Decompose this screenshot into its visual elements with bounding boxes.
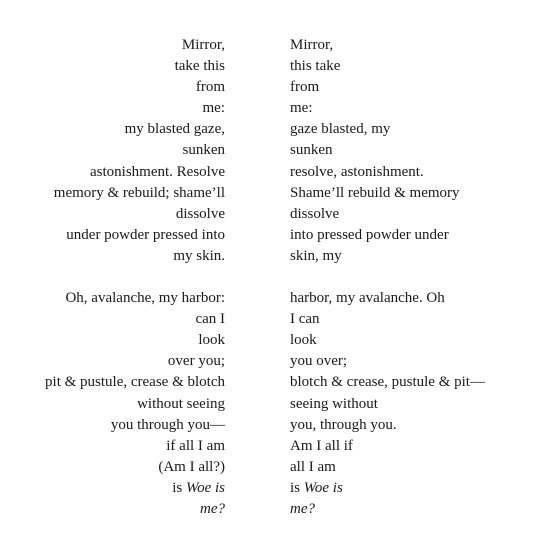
poem-line [45, 394, 225, 415]
line-text: memory & rebuild; shame’ll [53, 184, 225, 201]
poem-line [45, 415, 225, 436]
line-text: seeing without [290, 395, 378, 412]
poem-line [290, 372, 485, 393]
line-text: look [198, 332, 225, 349]
line-text: my blasted gaze, [124, 121, 225, 138]
poem-line [290, 436, 485, 457]
line-text: pit & pustule, crease & blotch [45, 374, 225, 391]
poem-line [290, 98, 485, 119]
line-text: you over; [290, 353, 348, 370]
poem-line [45, 499, 225, 520]
poem-line [45, 457, 225, 478]
poem-line [45, 372, 225, 393]
poem-line [45, 330, 225, 351]
poem-line [45, 225, 225, 246]
line-italic-text: me? [200, 500, 225, 517]
line-text: all I am [290, 458, 336, 475]
poem-line [290, 457, 485, 478]
poem-line [45, 183, 225, 204]
poem-line [290, 204, 485, 225]
line-text: sunken [290, 142, 333, 159]
poem-line [290, 394, 485, 415]
poem-line [45, 162, 225, 183]
line-text: resolve, astonishment. [290, 163, 424, 180]
line-text: without seeing [137, 395, 225, 412]
poem-line [45, 478, 225, 499]
line-text: take this [174, 58, 225, 75]
line-text: look [290, 332, 317, 349]
poem-line [290, 499, 485, 520]
line-italic-text: me? [290, 500, 315, 517]
poem-line [290, 35, 485, 56]
poem-line [45, 351, 225, 372]
poem-line [45, 288, 225, 309]
poem-line [290, 225, 485, 246]
line-text: sunken [182, 142, 225, 159]
poem-line [45, 246, 225, 267]
line-text: from [290, 79, 320, 96]
line-text: Mirror, [290, 37, 334, 53]
line-text: can I [195, 311, 225, 328]
poem-line [290, 478, 485, 499]
line-text: you, through you. [290, 416, 397, 433]
line-text: dissolve [290, 205, 340, 222]
line-text: is [172, 479, 186, 496]
line-text: Am I all if [290, 437, 353, 454]
poem-line [290, 288, 485, 309]
stanza-left-1 [45, 35, 225, 267]
line-text: into pressed powder under [290, 226, 449, 243]
poem-column-left [45, 35, 225, 520]
line-text: my skin. [173, 247, 225, 264]
stanza-left-2 [45, 288, 225, 520]
stanza-right-2 [290, 288, 485, 520]
line-text: this take [290, 58, 341, 75]
stanza-right-1 [290, 35, 485, 267]
line-text: me: [290, 100, 313, 117]
line-text: gaze blasted, my [290, 121, 391, 138]
poem-line [45, 119, 225, 140]
line-text: under powder pressed into [66, 226, 225, 243]
poem-line [45, 35, 225, 56]
poem-line [290, 77, 485, 98]
line-text: you through you— [110, 416, 225, 433]
poem-line [290, 56, 485, 77]
poem-line [290, 183, 485, 204]
poem-line [290, 119, 485, 140]
line-text: over you; [167, 353, 225, 370]
poem-line [290, 309, 485, 330]
poem-line [290, 330, 485, 351]
poem-line [45, 77, 225, 98]
poem-line [290, 351, 485, 372]
poem-line [45, 204, 225, 225]
line-text: dissolve [175, 205, 225, 222]
line-text: Oh, avalanche, my harbor: [65, 290, 225, 307]
line-text: is [290, 479, 304, 496]
poem-line [290, 162, 485, 183]
line-text: blotch & crease, pustule & pit— [290, 374, 485, 391]
poem-line [290, 140, 485, 161]
poem-line [45, 140, 225, 161]
line-text: from [195, 79, 225, 96]
line-text: skin, my [290, 247, 342, 264]
poem-line [290, 246, 485, 267]
line-text: astonishment. Resolve [90, 163, 225, 180]
poem-line [290, 415, 485, 436]
poem-column-right [290, 35, 485, 520]
line-text: (Am I all?) [158, 458, 225, 475]
line-text: me: [202, 100, 225, 117]
line-text: Shame’ll rebuild & memory [290, 184, 460, 201]
line-text: if all I am [166, 437, 225, 454]
line-italic-text: Woe is [185, 479, 225, 496]
poem-line [45, 309, 225, 330]
line-text: I can [290, 311, 320, 328]
line-italic-text: Woe is [303, 479, 343, 496]
poem-line [45, 56, 225, 77]
poem-line [45, 98, 225, 119]
line-text: Mirror, [181, 37, 225, 53]
line-text: harbor, my avalanche. Oh [290, 290, 445, 307]
poem-line [45, 436, 225, 457]
